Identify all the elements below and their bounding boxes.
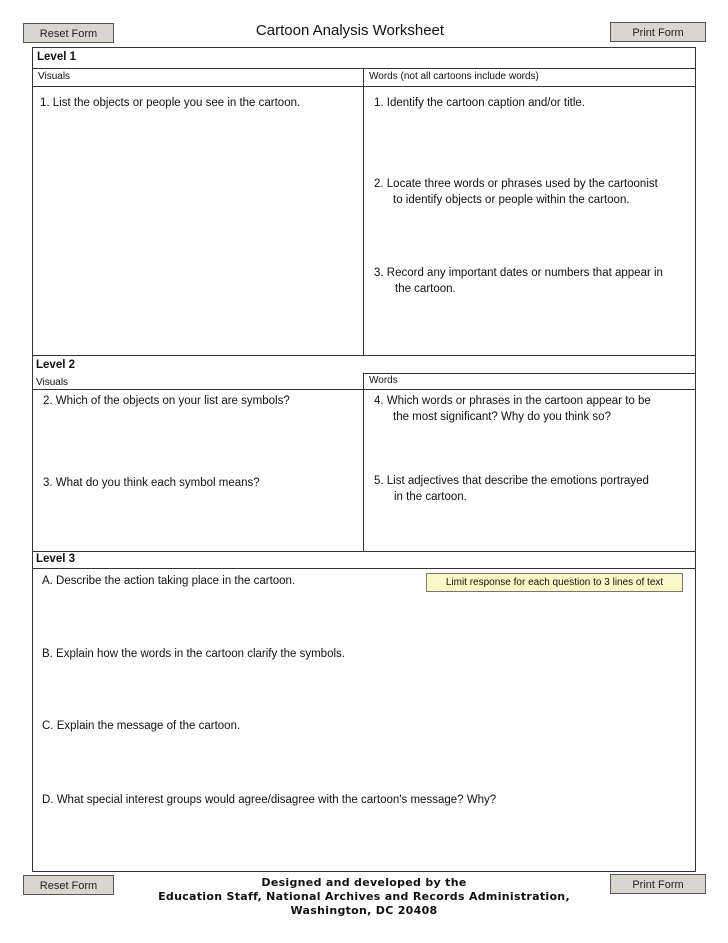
print-form-button[interactable]: Print Form [610, 22, 706, 42]
level-1-words-label: Words (not all cartoons include words) [369, 71, 539, 82]
level-2-words-label: Words [369, 375, 398, 386]
reset-form-button[interactable]: Reset Form [23, 23, 114, 43]
level-1-heading: Level 1 [37, 51, 76, 63]
divider [363, 373, 696, 374]
divider [32, 86, 696, 87]
question-w5-cont: in the cartoon. [394, 491, 467, 503]
divider [32, 389, 696, 390]
question-b: B. Explain how the words in the cartoon clarify the symbols. [42, 648, 345, 660]
question-w4-cont: the most significant? Why do you think so? [393, 411, 611, 423]
question-2: 2. Which of the objects on your list are symbols? [43, 395, 290, 407]
column-divider [363, 373, 364, 551]
divider [32, 551, 696, 552]
question-w2: 2. Locate three words or phrases used by the cartoonist [374, 178, 658, 190]
level-2-visuals-label: Visuals [36, 377, 69, 388]
question-w3-cont: the cartoon. [395, 283, 456, 295]
question-w5: 5. List adjectives that describe the emotions portrayed [374, 475, 649, 487]
footer-credit-line-1: Designed and developed by the [261, 876, 467, 889]
question-d: D. What special interest groups would agree/disagree with the cartoon's message? Why? [42, 794, 497, 806]
divider [32, 568, 696, 569]
question-3: 3. What do you think each symbol means? [43, 477, 260, 489]
column-divider [363, 68, 364, 355]
footer-credit-line-2: Education Staff, National Archives and Records Administration, [158, 890, 570, 903]
question-a: A. Describe the action taking place in the cartoon. [42, 575, 296, 587]
level-3-heading: Level 3 [36, 553, 75, 565]
level-1-visuals-label: Visuals [38, 71, 71, 82]
level-2-heading: Level 2 [36, 359, 75, 371]
worksheet-frame [32, 47, 696, 872]
reset-form-button-bottom[interactable]: Reset Form [23, 875, 114, 895]
question-c: C. Explain the message of the cartoon. [42, 720, 241, 732]
question-w4: 4. Which words or phrases in the cartoon appear to be [374, 395, 651, 407]
footer-credit-line-3: Washington, DC 20408 [290, 904, 438, 917]
page-title: Cartoon Analysis Worksheet [255, 22, 445, 39]
print-form-button-bottom[interactable]: Print Form [610, 874, 706, 894]
question-w3: 3. Record any important dates or numbers that appear in [374, 267, 663, 279]
question-1: 1. List the objects or people you see in the cartoon. [40, 97, 301, 109]
divider [32, 355, 696, 356]
divider [32, 68, 696, 69]
question-w1: 1. Identify the cartoon caption and/or title. [374, 97, 585, 109]
question-w2-cont: to identify objects or people within the cartoon. [393, 194, 630, 206]
response-limit-note: Limit response for each question to 3 lines of text [426, 573, 683, 592]
